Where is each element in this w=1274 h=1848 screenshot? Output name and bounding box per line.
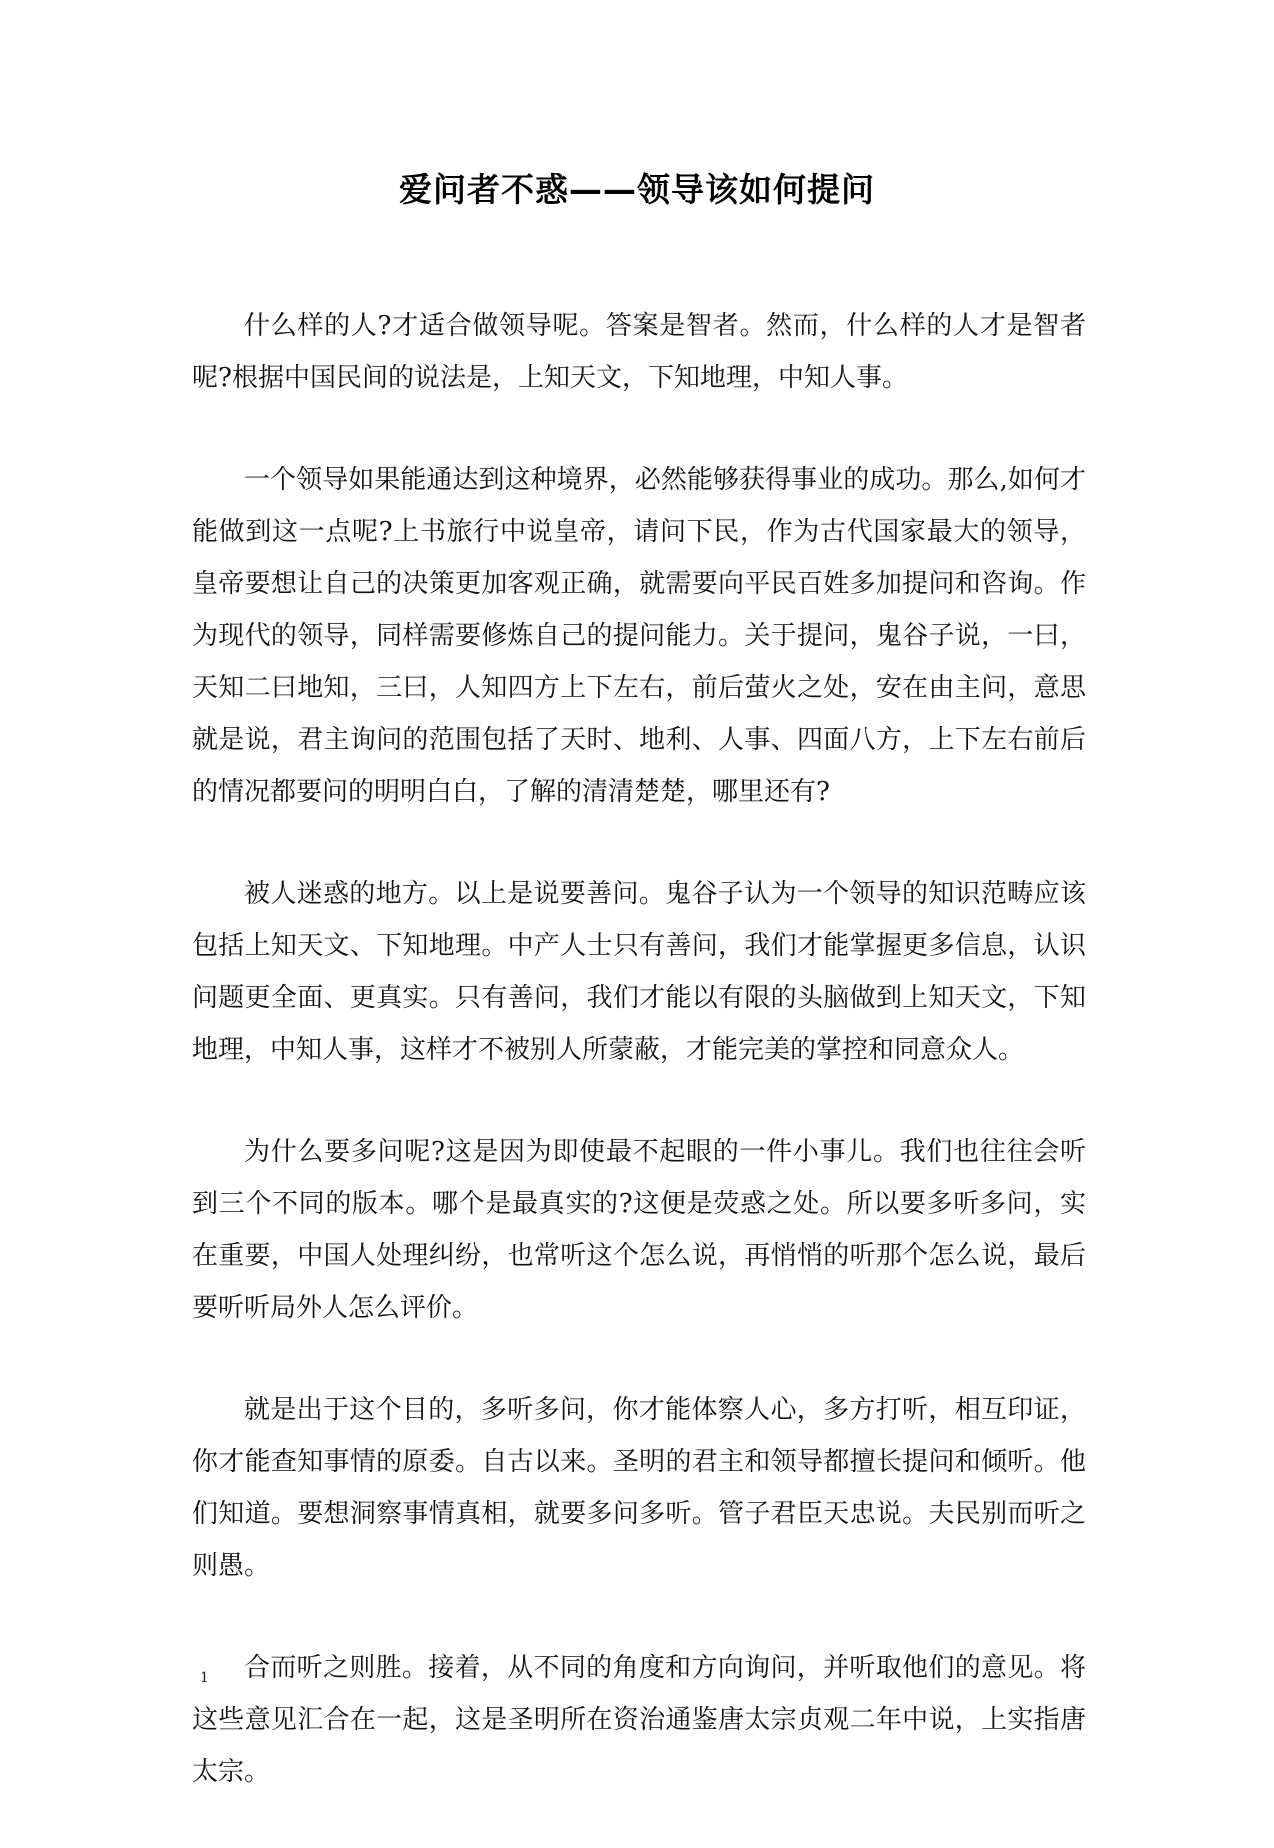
paragraph: 为什么要多问呢?这是因为即使最不起眼的一件小事儿。我们也往往会听到三个不同的版本。哪个是最真实的?这便是荧惑之处。所以要多听多问，实在重要，中国人处理纠纷，也常听这个怎么说，再悄悄的听那个怎么说，最后要听听局外人怎么评价。 xyxy=(192,1137,1086,1323)
paragraph: 一个领导如果能通达到这种境界，必然能够获得事业的成功。那么,如何才能做到这一点呢?上书旅行中说皇帝，请问下民，作为古代国家最大的领导，皇帝要想让自己的决策更加客观正确，就需要向平民百姓多加提问和咨询。作为现代的领导，同样需要修炼自己的提问能力。关于提问，鬼谷子说，一曰，天知二曰地知，三曰，人知四方上下左右，前后萤火之处，安在由主问，意思就是说，君主询问的范围包括了天时、地利、人事、四面八方，上下左右前后的情况都要问的明明白白，了解的清清楚楚，哪里还有? xyxy=(192,465,1086,807)
paragraph: 就是出于这个目的，多听多问，你才能体察人心，多方打听，相互印证，你才能查知事情的原委。自古以来。圣明的君主和领导都擅长提问和倾听。他们知道。要想洞察事情真相，就要多问多听。管子君臣天忠说。夫民别而听之则愚。 xyxy=(192,1395,1086,1581)
paragraph: 什么样的人?才适合做领导呢。答案是智者。然而，什么样的人才是智者呢?根据中国民间的说法是，上知天文，下知地理，中知人事。 xyxy=(192,311,1086,393)
document-body xyxy=(192,300,1086,1848)
paragraph: 合而听之则胜。接着，从不同的角度和方向询问，并听取他们的意见。将这些意见汇合在一起，这是圣明所在资治通鉴唐太宗贞观二年中说，上实指唐太宗。 xyxy=(192,1653,1086,1787)
document-title: 爱问者不惑——领导该如何提问 xyxy=(399,170,875,209)
paragraph: 被人迷惑的地方。以上是说要善问。鬼谷子认为一个领导的知识范畴应该包括上知天文、下知地理。中产人士只有善问，我们才能掌握更多信息，认识问题更全面、更真实。只有善问，我们才能以有限的头脑做到上知天文，下知地理，中知人事，这样才不被别人所蒙蔽，才能完美的掌控和同意众人。 xyxy=(192,879,1086,1065)
page-number: 1 xyxy=(200,1670,209,1686)
